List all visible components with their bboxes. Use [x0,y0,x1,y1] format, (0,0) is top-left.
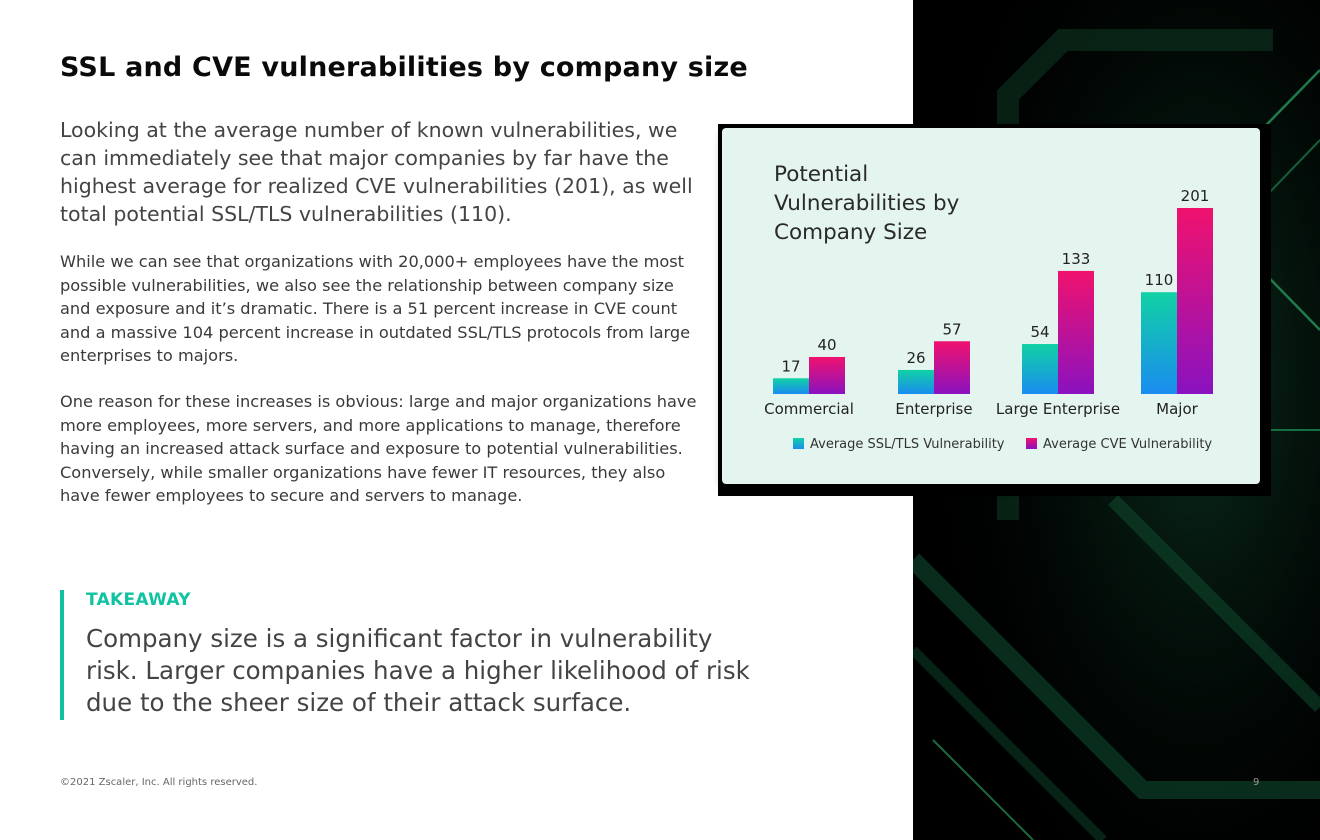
cve-value-label-large-enterprise: 133 [1061,249,1091,268]
category-label-commercial: Commercial [764,400,854,418]
ssl-bar-major [1141,292,1177,394]
vulnerability-bar-chart [722,128,1260,484]
chart-frame [718,124,1271,496]
takeaway-label: TAKEAWAY [86,590,191,610]
ssl-value-label-enterprise: 26 [906,348,926,367]
category-label-major: Major [1156,400,1198,418]
page-heading: SSL and CVE vulnerabilities by company size [60,52,748,83]
page-number: 9 [1253,777,1260,788]
legend-label-average-cve-vulnerability: Average CVE Vulnerability [1043,437,1213,452]
chart-title: Potential Vulnerabilities by Company Size [774,162,960,245]
ssl-bar-enterprise [898,370,934,394]
ssl-bar-large-enterprise [1022,344,1058,394]
cve-value-label-commercial: 40 [817,335,837,354]
chart-plot-area [722,128,1260,484]
body-paragraph-2: One reason for these increases is obvious: large and major organizations have more employees, more servers, and more applications to manage, therefore having an increased attack surface and exposure to potential vulnerabilities. Conversely, while smaller organizations have fewer IT resources, they also have fewer employees to secure and servers to manage. [60,392,697,505]
body-paragraph-1: While we can see that organizations with 20,000+ employees have the most possible vulnerabilities, we also see the relationship between company size and exposure and it’s dramatic. There is a 51 percent increase in CVE count and a massive 104 percent increase in outdated SSL/TLS protocols from large enterprises to majors. [60,252,691,365]
lead-paragraph: Looking at the average number of known vulnerabilities, we can immediately see that major companies by far have the highest average for realized CVE vulnerabilities (201), as well total potential SSL/TLS vulnerabilities (110). [60,118,693,226]
cve-bar-enterprise [934,341,970,394]
ssl-value-label-major: 110 [1144,271,1174,290]
cve-value-label-major: 201 [1180,187,1210,205]
ssl-value-label-commercial: 17 [781,357,801,376]
ssl-value-label-large-enterprise: 54 [1030,323,1050,342]
legend-swatch-average-ssl-tls-vulnerability [793,438,804,449]
takeaway-text: Company size is a significant factor in vulnerability risk. Larger companies have a higher likelihood of risk due to the sheer size of their attack surface. [86,624,750,717]
legend-label-average-ssl-tls-vulnerability: Average SSL/TLS Vulnerability [810,437,1005,452]
legend-swatch-average-cve-vulnerability [1026,438,1037,449]
takeaway-callout [60,590,760,720]
cve-bar-large-enterprise [1058,271,1094,394]
category-label-enterprise: Enterprise [895,400,973,418]
cve-bar-commercial [809,357,845,394]
copyright-notice: ©2021 Zscaler, Inc. All rights reserved. [60,777,258,788]
ssl-bar-commercial [773,378,809,394]
cve-value-label-enterprise: 57 [942,320,962,339]
category-label-large-enterprise: Large Enterprise [995,400,1121,418]
cve-bar-major [1177,208,1213,394]
